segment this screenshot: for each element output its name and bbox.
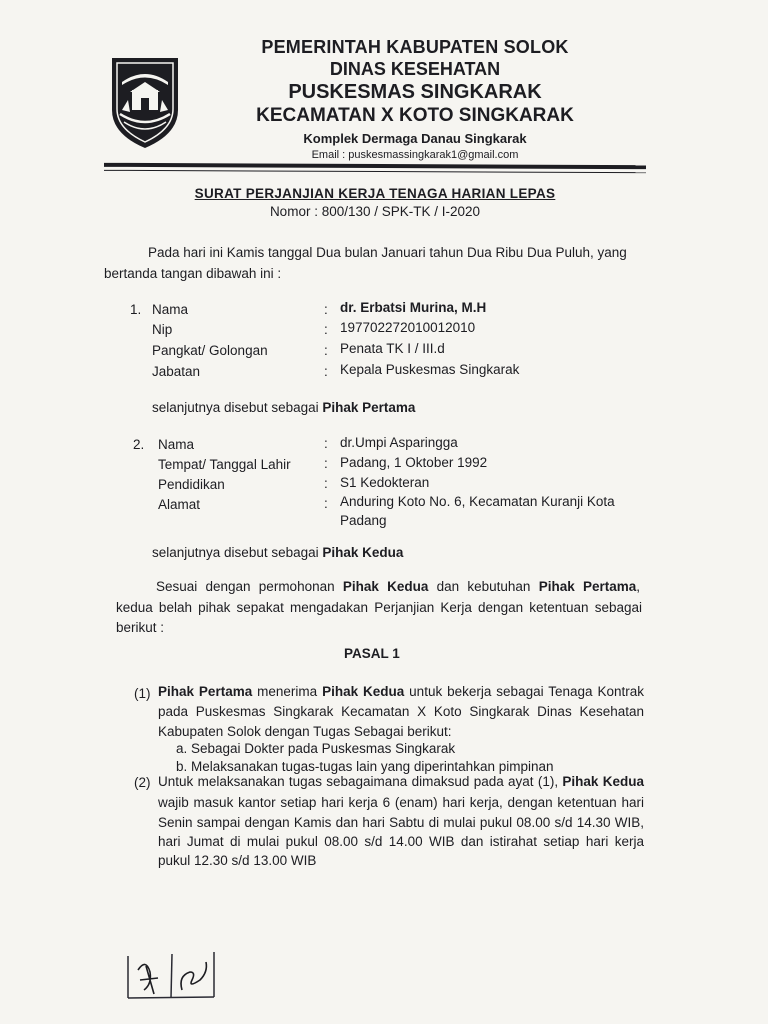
item2-line-4: hari Jumat di mulai pukul 08.00 s/d 14.00 WIB dan istirahat setiap hari kerja xyxy=(158,834,644,849)
party1-label-nip: Nip xyxy=(152,322,173,337)
item1-text: menerima xyxy=(252,684,323,699)
agreement-party: Pihak Kedua xyxy=(342,579,429,594)
agreement-line-2: kedua belah pihak sepakat mengadakan Perjanjian Kerja dengan ketentuan sebagai xyxy=(116,600,642,615)
item2-party: Pihak Kedua xyxy=(562,774,645,789)
party2-value-name: dr.Umpi Asparingga xyxy=(340,435,458,450)
party2-colon-birth: : xyxy=(324,456,328,471)
agreement-line-3: berikut : xyxy=(116,620,165,635)
party2-colon-education: : xyxy=(324,476,328,491)
party2-label-address: Alamat xyxy=(158,497,201,512)
party1-label-position: Jabatan xyxy=(152,364,201,379)
party1-number: 1. xyxy=(130,302,142,317)
item2-line-1 xyxy=(158,772,644,792)
party1-colon-position: : xyxy=(324,364,328,379)
intro-line-2: bertanda tangan dibawah ini : xyxy=(104,266,282,281)
party1-colon-nip: : xyxy=(324,322,328,337)
party1-designation xyxy=(152,398,415,418)
item1-text: untuk bekerja sebagai Tenaga Kontrak xyxy=(404,684,644,699)
district-name: KECAMATAN X KOTO SINGKARAK xyxy=(256,105,574,126)
initials-boxes xyxy=(124,950,218,1002)
party1-colon-rank: : xyxy=(324,343,328,358)
kabupaten-solok-logo xyxy=(108,52,182,150)
item2-line-3: Senin sampai dengan Kamis dan hari Sabtu di mulai pukul 08.00 s/d 14.30 WIB, xyxy=(158,815,644,830)
party1-value-name: dr. Erbatsi Murina, M.H xyxy=(340,300,487,315)
item2-text: Untuk melaksanakan tugas sebagaimana dimaksud pada ayat (1), xyxy=(158,774,563,789)
designation-role: Pihak Pertama xyxy=(322,400,416,415)
designation-role: Pihak Kedua xyxy=(322,545,404,560)
item1-number: (1) xyxy=(134,686,151,701)
party2-label-education: Pendidikan xyxy=(158,477,225,492)
party2-value-education: S1 Kedokteran xyxy=(340,475,430,490)
item1-sub-a: a. Sebagai Dokter pada Puskesmas Singkarak xyxy=(176,741,456,756)
agreement-text: dan kebutuhan xyxy=(428,579,539,594)
department-name: DINAS KESEHATAN xyxy=(329,59,501,79)
item1-sub-b: b. Melaksanakan tugas-tugas lain yang diperintahkan pimpinan xyxy=(176,759,554,774)
government-name: PEMERINTAH KABUPATEN SOLOK xyxy=(261,37,569,57)
party2-label-birth: Tempat/ Tanggal Lahir xyxy=(158,457,291,472)
letterhead-rule-thin xyxy=(104,170,646,173)
item1-line-1 xyxy=(158,682,644,702)
party1-colon-name: : xyxy=(324,302,328,317)
party2-value-address-2: Padang xyxy=(340,513,387,528)
party2-colon-name: : xyxy=(324,436,328,451)
office-address: Komplek Dermaga Danau Singkarak xyxy=(303,131,527,146)
puskesmas-name: PUSKESMAS SINGKARAK xyxy=(288,81,542,103)
party1-value-nip: 197702272010012010 xyxy=(340,320,476,335)
agreement-line-1 xyxy=(156,577,640,597)
item1-line-2: pada Puskesmas Singkarak Kecamatan X Koto Singkarak Dinas Kesehatan xyxy=(158,704,644,719)
item2-line-2: wajib masuk kantor setiap hari kerja 6 (enam) hari kerja, dengan ketentuan hari xyxy=(158,795,644,810)
party1-label-name: Nama xyxy=(152,302,189,317)
party2-label-name: Nama xyxy=(158,437,195,452)
party1-value-rank: Penata TK I / III.d xyxy=(340,341,445,356)
letterhead xyxy=(230,36,600,163)
party2-colon-address: : xyxy=(324,496,328,511)
party2-designation xyxy=(152,543,403,563)
document-title: SURAT PERJANJIAN KERJA TENAGA HARIAN LEPAS xyxy=(194,186,556,201)
item1-party: Pihak Kedua xyxy=(322,684,405,699)
letterhead-rule-thick xyxy=(104,163,646,169)
item1-party: Pihak Pertama xyxy=(158,684,253,699)
designation-text: selanjutnya disebut sebagai xyxy=(152,545,323,560)
party2-number: 2. xyxy=(133,437,145,452)
document-title-block xyxy=(190,186,560,219)
agreement-text: , xyxy=(636,579,640,594)
pasal-heading: PASAL 1 xyxy=(344,646,400,661)
party1-value-position: Kepala Puskesmas Singkarak xyxy=(340,362,520,377)
party2-value-address: Anduring Koto No. 6, Kecamatan Kuranji Kota xyxy=(340,494,615,509)
agreement-text: Sesuai dengan permohonan xyxy=(156,579,343,594)
agreement-party: Pihak Pertama xyxy=(538,579,637,594)
intro-line-1: Pada hari ini Kamis tanggal Dua bulan Januari tahun Dua Ribu Dua Puluh, yang xyxy=(148,245,627,260)
party2-value-birth: Padang, 1 Oktober 1992 xyxy=(340,455,488,470)
designation-text: selanjutnya disebut sebagai xyxy=(152,400,323,415)
office-email: Email : puskesmassingkarak1@gmail.com xyxy=(311,149,519,161)
party1-label-rank: Pangkat/ Golongan xyxy=(152,343,268,358)
item1-line-3: Kabupaten Solok dengan Tugas Sebagai berikut: xyxy=(158,724,452,739)
item2-number: (2) xyxy=(134,775,151,790)
item2-line-5: pukul 12.30 s/d 13.00 WIB xyxy=(158,853,317,868)
document-number: Nomor : 800/130 / SPK-TK / I-2020 xyxy=(269,204,481,219)
